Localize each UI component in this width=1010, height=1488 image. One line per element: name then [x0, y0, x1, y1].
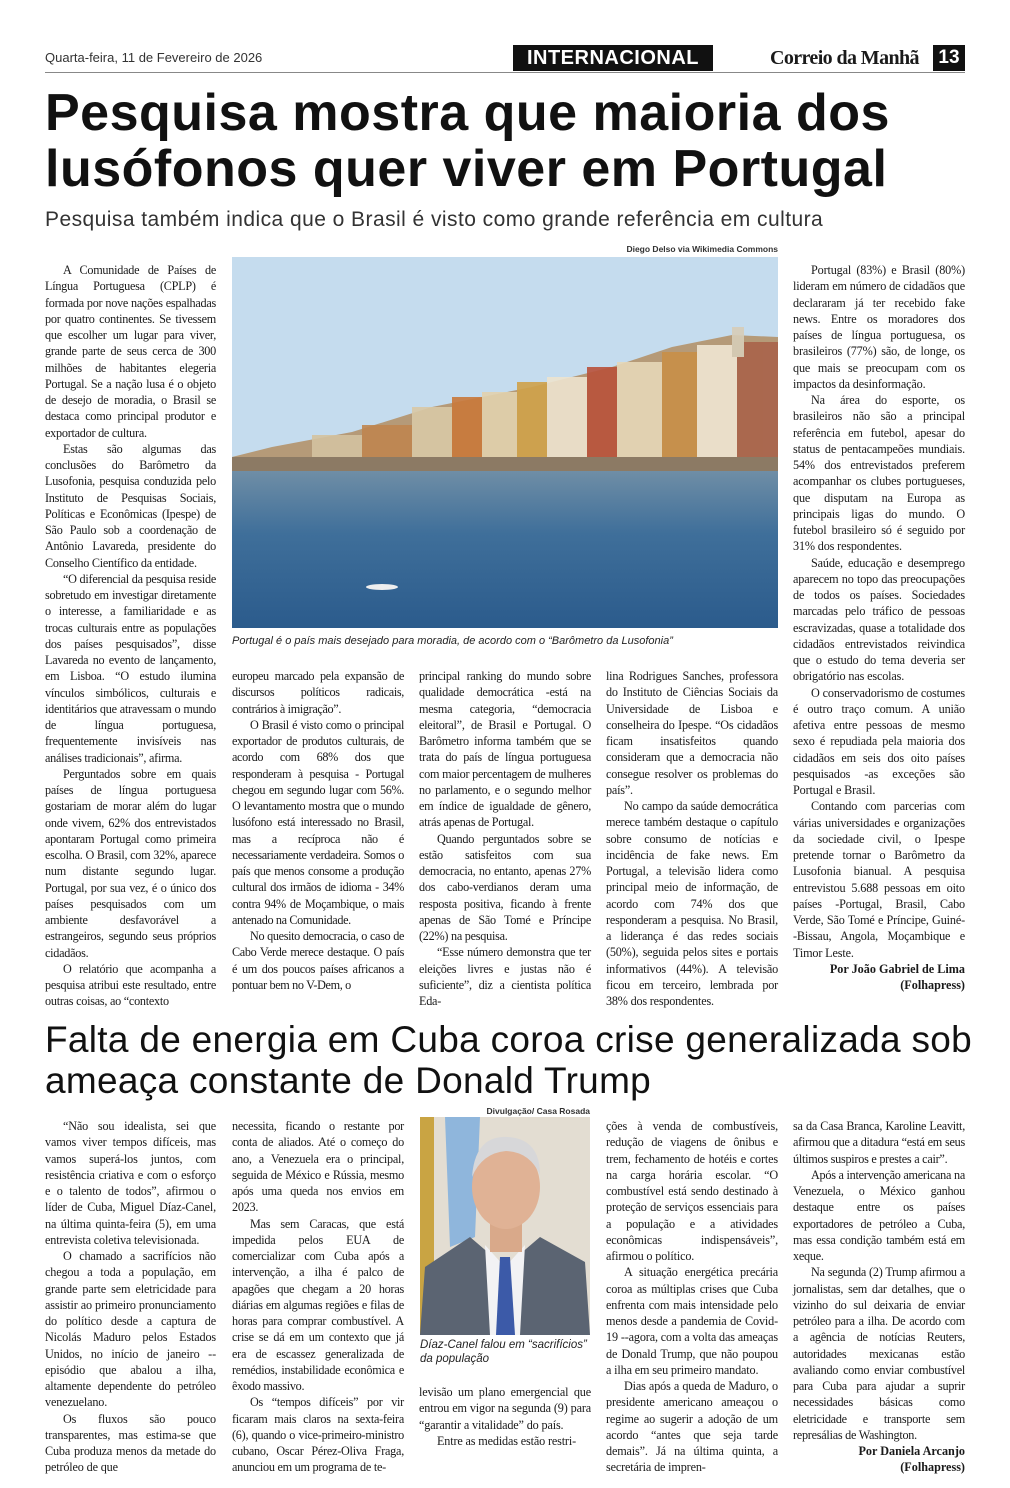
agency-name: (Folhapress) — [900, 978, 965, 992]
article1-byline — [793, 961, 965, 994]
paragraph: Mas sem Caracas, que está impedida pelos EUA de comercializar com Cuba após a intervenção, a ilha é palco de apagões que chegam a 20 horas diárias em algumas regiões e filas de horas para comprar combustível. A crise se dá em um contexto que já era de escassez generalizada de remédios, instabilidade econômica e êxodo massivo. — [232, 1216, 404, 1393]
paragraph: Dias após a queda de Maduro, o presidente americano ameaçou o regime ao sugerir a adoção de um acordo “antes que seja tarde demais”. Já na última quinta, a secretária de impren- — [606, 1379, 778, 1475]
paragraph: Portugal (83%) e Brasil (80%) lideram em número de cidadãos que declararam já ter recebido fake news. Entre os moradores dos países de língua portuguesa, os brasileiros (77%) são, de longe, os que mais se preocupam com os impactos da desinformação. — [793, 263, 965, 391]
paragraph: Após a intervenção americana na Venezuela, o México ganhou destaque entre os países exportadores de petróleo a Cuba, mas essa condição também está em xeque. — [793, 1167, 965, 1263]
page-number: 13 — [933, 45, 965, 71]
article1-subheadline: Pesquisa também indica que o Brasil é visto como grande referência em cultura — [45, 208, 824, 231]
paragraph: europeu marcado pela expansão de discursos políticos radicais, contrários à imigração”. — [232, 669, 404, 716]
paragraph: Entre as medidas estão restri- — [437, 1433, 576, 1448]
diaz-canel-portrait-photo — [420, 1117, 590, 1335]
paragraph: O relatório que acompanha a pesquisa atribui este resultado, entre outras coisas, ao “contexto — [45, 961, 216, 1009]
paragraph: lina Rodrigues Sanches, professora do Instituto de Ciências Sociais da Universidade de Lisboa e conselheira do Ipespe. “Os cidadãos ficam insatisfeitos quando consideram que a democracia não consegue resolver os problemas do país”. — [606, 669, 778, 797]
article2-column-2 — [232, 1118, 404, 1476]
porto-riverside-photo — [232, 257, 778, 628]
article2-column-4 — [606, 1118, 778, 1476]
paragraph: principal ranking do mundo sobre qualidade democrática -está na mesma categoria, “democracia eleitoral”, de Brasil e Portugal. O Barômetro informa também que se trata do país de língua portuguesa com maior percentagem de mulheres no parlamento, e o segundo melhor em índice de igualdade de gênero, atrás apenas de Portugal. — [419, 669, 591, 830]
paragraph: A Comunidade de Países de Língua Portuguesa (CPLP) é formada por nove nações espalhadas por quatro continentes. Se tivessem que escolher um lugar para viver, grande parte de seus cerca de 300 milhões de habitantes elegeria Portugal. Se a nação lusa é o objeto de desejo de moradia, o Brasil se destaca como principal produtor e exportador de cultura. — [45, 263, 216, 440]
newspaper-logo: Correio da Manhã — [770, 47, 919, 69]
article2-column-5 — [793, 1118, 965, 1476]
edition-date: Quarta-feira, 11 de Fevereiro de 2026 — [45, 50, 263, 65]
paragraph: O chamado a sacrifícios não chegou a toda a população, em grande parte sem eletricidade para assistir ao primeiro pronunciamento do político desde a captura de Nicolás Maduro pelos Estados Unidos, no início de janeiro --episódio que abalou a ilha, altamente dependente do petróleo venezuelano. — [45, 1249, 216, 1410]
paragraph: No quesito democracia, o caso de Cabo Verde merece destaque. O país é um dos poucos países africanos a pontuar bem no V-Dem, o — [232, 929, 404, 992]
paragraph: Saúde, educação e desemprego aparecem no topo das preocupações de todos os países. Sociedades marcadas pelo tráfico de pessoas escravizadas, quase a totalidade dos cidadãos entrevistados reivindica que o estudo do tema deveria ser obrigatório nas escolas. — [793, 555, 965, 684]
paragraph: Estas são algumas das conclusões do Barômetro da Lusofonia, pesquisa conduzida pelo Instituto de Pesquisas Sociais, Políticas e Econômicas (Ipespe) de São Paulo sob a coordenação de Antônio Lavareda, presidente do Conselho Científico da entidade. — [45, 441, 216, 570]
photo1-caption: Portugal é o país mais desejado para moradia, de acordo com o “Barômetro da Lusofonia” — [232, 635, 673, 647]
agency-name: (Folhapress) — [900, 1460, 965, 1475]
photo2-credit: Divulgação/ Casa Rosada — [486, 1106, 590, 1116]
paragraph: O Brasil é visto como o principal exportador de produtos culturais, de acordo com 68% dos que responderam à pesquisa - Portugal chegou em segundo lugar com 56%. O levantamento mostra que o mundo lusófono está interessado no Brasil, mas a recíproca não é necessariamente verdadeira. Somos o país que menos consome a produção cultural dos irmãos de idioma - 34% contra 94% de Moçambique, o mais antenado na Comunidade. — [232, 717, 404, 927]
paragraph: A situação energética precária coroa as múltiplas crises que Cuba enfrenta com mais intensidade pelo menos desde a pandemia de Covid-19 --agora, com a volta das ameaças de Donald Trump, que não poupou a ilha em seu primeiro mandato. — [606, 1265, 778, 1377]
article1-headline: Pesquisa mostra que maioria dos lusófonos quer viver em Portugal — [45, 84, 890, 198]
article2-headline: Falta de energia em Cuba coroa crise generalizada sob ameaça constante de Donald Trump — [45, 1019, 973, 1101]
author-name: Por João Gabriel de Lima — [829, 961, 965, 976]
author-name: Por Daniela Arcanjo — [858, 1444, 965, 1458]
paragraph: No campo da saúde democrática merece também destaque o capítulo sobre consumo de notícias e incidência de fake news. Em Portugal, a televisão lidera como principal meio de informação, de acordo com 74% dos que responderam a pesquisa. No Brasil, a liderança é das redes sociais (50%), seguida pelos sites e portais informativos (44%). A televisão ficou em terceiro, lembrada por 38% dos respondentes. — [606, 799, 778, 1008]
paragraph: levisão um plano emergencial que entrou em vigor na segunda (9) para “garantir a vitalidade” do país. — [419, 1385, 591, 1432]
photo1-credit: Diego Delso via Wikimedia Commons — [626, 244, 778, 254]
article1-column-3 — [419, 668, 591, 1009]
article2-byline — [793, 1443, 965, 1476]
article1-column-4 — [606, 668, 778, 1009]
paragraph: Na segunda (2) Trump afirmou a jornalistas, sem dar detalhes, que o vizinho do sul deixaria de enviar petróleo para a ilha. De acordo com a agência de notícias Reuters, autoridades mexicanas estão avaliando como enviar combustível para Cuba para ajudar a suprir necessidades básicas como eletricidade e transporte sem represálias de Washington. — [793, 1265, 965, 1442]
article2-column-3 — [419, 1384, 591, 1449]
section-label: INTERNACIONAL — [513, 45, 713, 71]
paragraph: “O diferencial da pesquisa reside sobretudo em investigar diretamente o interesse, a familiaridade e as trocas culturais entre as populações dos países pesquisados”, disse Lavareda no evento de lançamento, em Lisboa. “O estudo ilumina vínculos simbólicos, culturais e identitários que atravessam o mundo de língua portuguesa, frequentemente invisíveis nas análises tradicionais”, afirma. — [45, 571, 216, 765]
paragraph: Os “tempos difíceis” por vir ficaram mais claros na sexta-feira (6), quando o vice-primeiro-ministro cubano, Oscar Pérez-Oliva Fraga, anunciou em um programa de te- — [232, 1395, 404, 1475]
paragraph: Quando perguntados sobre se estão satisfeitos com sua democracia, no entanto, apenas 27% dos cabo-verdianos deram uma resposta positiva, ficando à frente apenas de São Tomé e Príncipe (22%) na pesquisa. — [419, 831, 591, 943]
paragraph: Perguntados sobre em quais países de língua portuguesa gostariam de morar além do lugar onde vivem, 62% dos entrevistados apontaram Portugal como primeira escolha. O Brasil, com 32%, aparece num distante segundo lugar. Portugal, por sua vez, é o único dos países pesquisados com um ambiente desfavorável a estrangeiros, segundo seus próprios cidadãos. — [45, 766, 216, 960]
paragraph: O conservadorismo de costumes é outro traço comum. A união afetiva entre pessoas de mesmo sexo é repudiada pela maioria dos cidadãos em seis dos oito países pesquisados -as exceções são Portugal e Brasil. — [793, 685, 965, 797]
paragraph: sa da Casa Branca, Karoline Leavitt, afirmou que a ditadura “está em seus últimos suspiros e prestes a cair”. — [793, 1119, 965, 1166]
paragraph: “Não sou idealista, sei que vamos viver tempos difíceis, mas vamos superá-los juntos, com resistência criativa e com o esforço e o talento de todos”, afirmou o líder de Cuba, Miguel Díaz-Canel, na última quinta-feira (5), em uma entrevista coletiva televisionada. — [45, 1119, 216, 1247]
article2-column-1 — [45, 1118, 216, 1476]
article1-column-2 — [232, 668, 404, 993]
header-divider — [45, 72, 965, 73]
photo2-caption: Díaz-Canel falou em “sacrifícios” da população — [420, 1339, 587, 1365]
paragraph: Os fluxos são pouco transparentes, mas estima-se que Cuba produza menos da metade do petróleo de que — [45, 1411, 216, 1475]
paragraph: “Esse número demonstra que ter eleições livres e justas não é suficiente”, diz a cientista política Eda- — [419, 945, 591, 1008]
paragraph: ções à venda de combustíveis, redução de viagens de ônibus e trem, fechamento de hotéis e cortes na carga horária escolar. “O combustível está sendo destinado à proteção de serviços essenciais para a população e a atividades econômicas indispensáveis”, afirmou o político. — [606, 1119, 778, 1263]
paragraph: necessita, ficando o restante por conta de aliados. Até o começo do ano, a Venezuela era o principal, seguida de México e Rússia, mesmo após uma queda nos envios em 2023. — [232, 1119, 404, 1215]
paragraph: Contando com parcerias com várias universidades e organizações da sociedade civil, o Ipespe pretende tornar o Barômetro da Lusofonia bianual. A pesquisa entrevistou 5.688 pessoas em oito países -Portugal, Brasil, Cabo Verde, São Tomé e Príncipe, Guiné--Bissau, Angola, Moçambique e Timor Leste. — [793, 799, 965, 960]
paragraph: Na área do esporte, os brasileiros não são a principal referência em futebol, apesar do status de pentacampeões mundiais. 54% dos entrevistados preferem acompanhar os clubes portugueses, que disputam na Europa as principais ligas do mundo. O futebol brasileiro só é seguido por 31% dos respondentes. — [793, 393, 965, 554]
article1-column-5 — [793, 262, 965, 993]
article1-column-1 — [45, 262, 216, 1010]
